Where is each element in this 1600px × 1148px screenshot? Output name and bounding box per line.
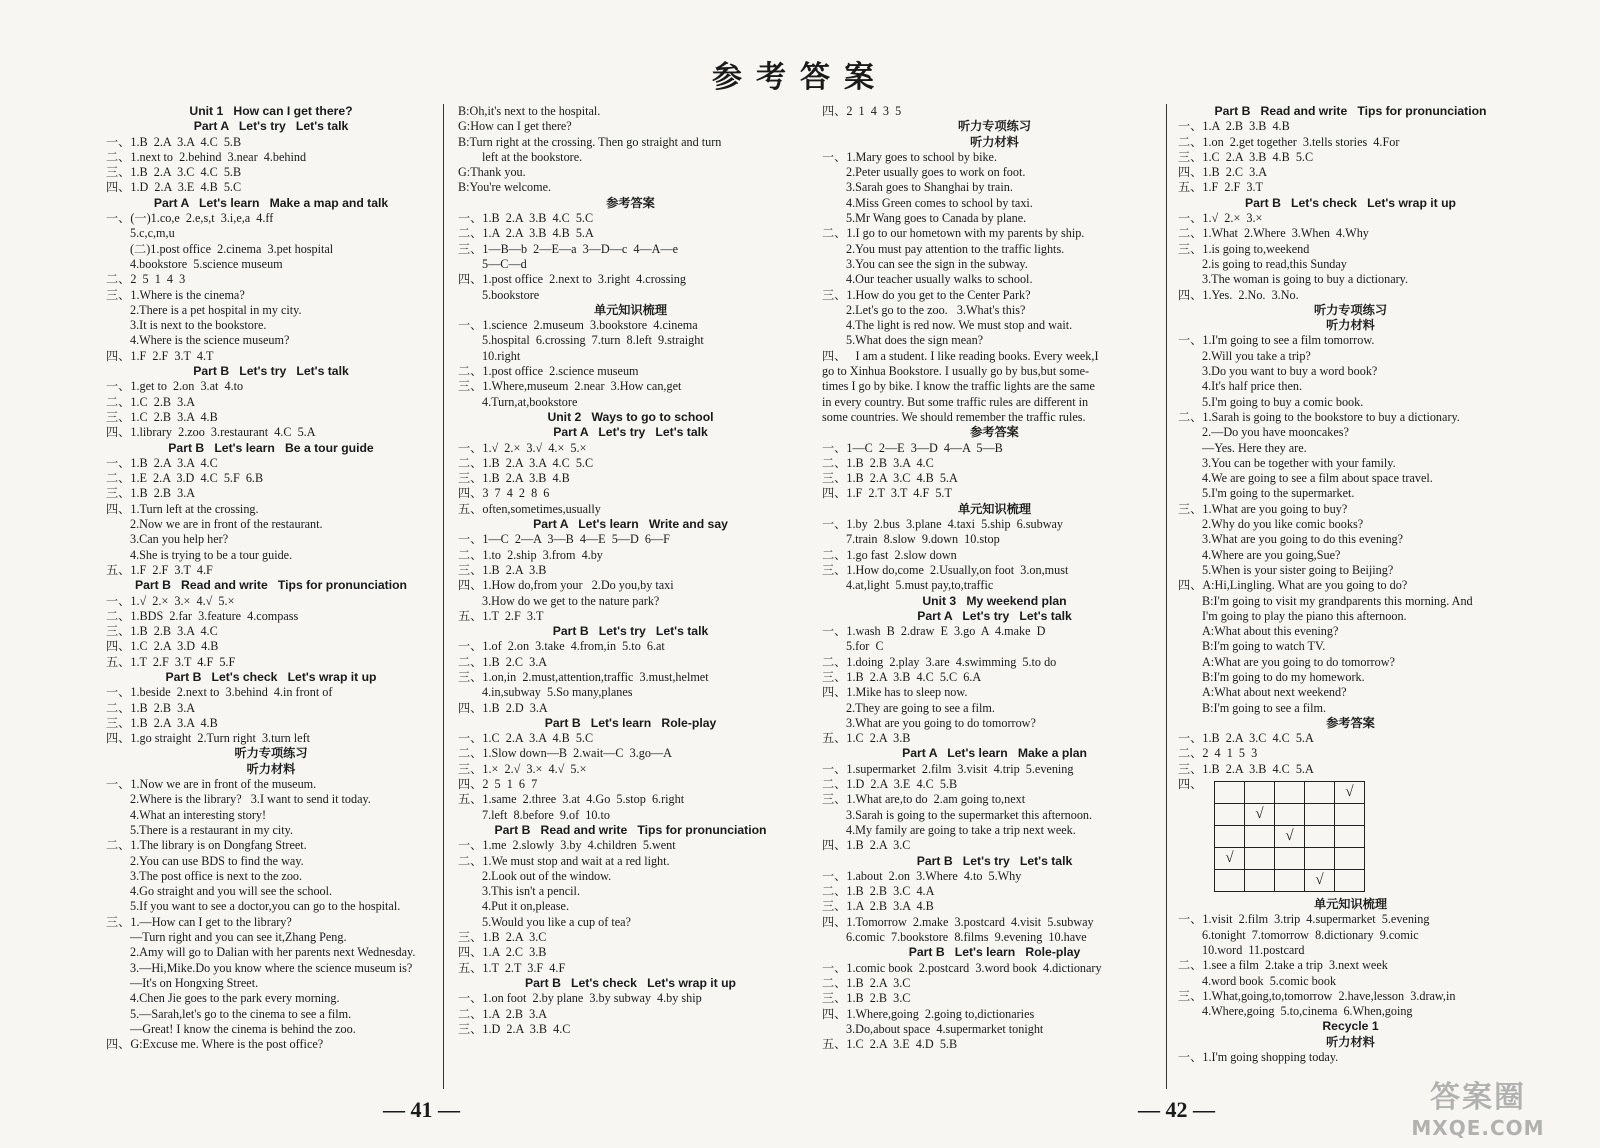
answer-line: 三、1.Where is the cinema?	[106, 287, 245, 302]
answer-line: 4.It's half price then.	[1202, 379, 1302, 394]
answer-line: 一、1.√ 2.× 3.√ 4.× 5.×	[458, 440, 587, 455]
check-grid	[1214, 781, 1365, 892]
section-heading: 听力专项练习	[1313, 302, 1388, 317]
section-heading: Part B Let's learn Role-play	[544, 715, 717, 730]
answer-line: 一、1.B 2.A 3.B 4.C 5.C	[458, 211, 594, 226]
section-heading: 参考答案	[606, 195, 655, 210]
answer-line: 三、1.B 2.B 3.A 4.C	[106, 624, 218, 639]
answer-line: G:How can I get there?	[458, 119, 572, 134]
answer-column-3	[822, 104, 1167, 1092]
answer-line: 一、1.of 2.on 3.take 4.from,in 5.to 6.at	[458, 639, 665, 654]
answer-line: 三、1.C 2.B 3.A 4.B	[106, 409, 218, 424]
answer-line: 2.You can use BDS to find the way.	[130, 853, 304, 868]
answer-line: 四、A:Hi,Lingling. What are you going to do?	[1178, 578, 1408, 593]
answer-line: 5.Would you like a cup of tea?	[482, 914, 631, 929]
answer-line: 5.c,c,m,u	[130, 226, 175, 241]
answer-line: 4.Miss Green comes to school by taxi.	[846, 195, 1033, 210]
answer-line: 5.—Sarah,let's go to the cinema to see a film.	[130, 1006, 352, 1021]
grid-cell	[1335, 826, 1365, 848]
answer-line: 2.Now we are in front of the restaurant.	[130, 517, 323, 532]
answer-line: 二、1.BDS 2.far 3.feature 4.compass	[106, 608, 299, 623]
grid-cell: √	[1275, 826, 1305, 848]
answer-line: 四、1.B 2.C 3.A	[1178, 165, 1268, 180]
section-heading: Part A Let's learn Write and say	[533, 517, 728, 532]
grid-cell	[1215, 782, 1245, 804]
grid-cell	[1305, 848, 1335, 870]
answer-line: 三、1.B 2.A 3.C	[458, 930, 547, 945]
answer-line: 二、2 5 1 4 3	[106, 272, 186, 287]
answer-line: 一、1.√ 2.× 3.×	[1178, 211, 1263, 226]
grid-cell	[1275, 870, 1305, 892]
answer-line: 一、1—C 2—E 3—D 4—A 5—B	[822, 440, 1003, 455]
section-heading: 听力材料	[1326, 318, 1375, 333]
answer-line: 三、1.B 2.A 3.B 4.C 5.C 6.A	[822, 669, 982, 684]
answer-line: 二、1.C 2.B 3.A	[106, 394, 196, 409]
answer-line: times I go by bike. I know the traffic lights are the same	[822, 379, 1095, 394]
answer-line: 2.Where is the library? 3.I want to send it today.	[130, 792, 371, 807]
answer-line: 2.You must pay attention to the traffic lights.	[846, 241, 1065, 256]
grid-cell	[1305, 782, 1335, 804]
answer-line: 四、1.go straight 2.Turn right 3.turn left	[106, 731, 311, 746]
grid-cell	[1335, 848, 1365, 870]
answer-line: 3.What are you going to do tomorrow?	[846, 715, 1036, 730]
answer-line: 3.What are you going to do this evening?	[1202, 532, 1404, 547]
answer-line: 2.Why do you like comic books?	[1202, 517, 1364, 532]
answer-line: 3.This isn't a pencil.	[482, 884, 580, 899]
answer-line: 四、1.B 2.D 3.A	[458, 700, 548, 715]
answer-line: 三、1.B 2.A 3.B 4.B	[458, 471, 570, 486]
section-heading: Part B Read and write Tips for pronunciation	[494, 822, 767, 837]
answer-line: 3.—Hi,Mike.Do you know where the science museum is?	[130, 960, 413, 975]
answer-line: 一、1.B 2.A 3.A 4.C	[106, 455, 218, 470]
answer-line: 2.Look out of the window.	[482, 868, 612, 883]
answer-line: 4.Put it on,please.	[482, 899, 569, 914]
section-heading: 听力专项练习	[234, 746, 308, 761]
answer-line: 4.Where,going 5.to,cinema 6.When,going	[1202, 1004, 1413, 1019]
answer-line: 二、1.B 2.A 3.A 4.C 5.C	[458, 455, 594, 470]
answer-line: 三、1.How do,come 2.Usually,on foot 3.on,must	[822, 562, 1069, 577]
answer-line: 一、1.I'm going shopping today.	[1178, 1050, 1339, 1065]
answer-line: 五、1.T 2.T 3.F 4.F	[458, 960, 566, 975]
section-heading: Part A Let's try Let's talk	[193, 119, 349, 134]
answer-line: 四、G:Excuse me. Where is the post office?	[106, 1037, 324, 1052]
watermark-cn: 答案圈	[1430, 1080, 1526, 1115]
answer-line: 一、1.A 2.B 3.B 4.B	[1178, 119, 1290, 134]
grid-cell	[1245, 848, 1275, 870]
section-heading: 听力专项练习	[957, 119, 1032, 134]
answer-line: 二、1.Slow down—B 2.wait—C 3.go—A	[458, 746, 672, 761]
answer-line: 三、1.What are you going to buy?	[1178, 501, 1348, 516]
answer-line: 五、1.F 2.F 3.T	[1178, 180, 1263, 195]
answer-line: 5.When is your sister going to Beijing?	[1202, 562, 1394, 577]
answer-line: 三、1—B—b 2—E—a 3—D—c 4—A—e	[458, 241, 679, 256]
answer-line: 3.The woman is going to buy a dictionary.	[1202, 272, 1409, 287]
answer-line: —Yes. Here they are.	[1202, 440, 1307, 455]
grid-cell	[1275, 782, 1305, 804]
answer-line: 三、1.B 2.B 3.C	[822, 991, 911, 1006]
section-heading: Part B Read and write Tips for pronunciation	[135, 578, 407, 593]
answer-line: 四、1.A 2.C 3.B	[458, 945, 547, 960]
answer-line: 二、1.doing 2.play 3.are 4.swimming 5.to do	[822, 654, 1057, 669]
answer-line: 二、1.post office 2.science museum	[458, 364, 639, 379]
answer-line: 四、1.B 2.A 3.C	[822, 838, 911, 853]
answer-line: 二、1.A 2.B 3.A	[458, 1006, 548, 1021]
answer-line: 四、1.F 2.F 3.T 4.T	[106, 348, 214, 363]
grid-cell: √	[1215, 848, 1245, 870]
answer-line: 6.comic 7.bookstore 8.films 9.evening 10.have	[846, 930, 1087, 945]
answer-column-1	[106, 104, 436, 1092]
answer-line: 4.word book 5.comic book	[1202, 973, 1337, 988]
answer-line: 4.Go straight and you will see the school.	[130, 884, 333, 899]
answer-line: 5.What does the sign mean?	[846, 333, 984, 348]
answer-line: 一、1.by 2.bus 3.plane 4.taxi 5.ship 6.subway	[822, 517, 1064, 532]
answer-line: 一、1.Now we are in front of the museum.	[106, 777, 317, 792]
answer-line: 四、1.Mike has to sleep now.	[822, 685, 968, 700]
answer-line: 三、1.B 2.A 3.C 4.B 5.A	[822, 471, 958, 486]
section-heading: Part B Let's try Let's talk	[552, 624, 709, 639]
answer-line: 四、1.Turn left at the crossing.	[106, 501, 259, 516]
answer-line: 三、1.How do you get to the Center Park?	[822, 287, 1031, 302]
answer-line: 二、1.B 2.B 3.A 4.C	[822, 455, 934, 470]
section-heading: Part B Let's learn Be a tour guide	[168, 440, 374, 455]
answer-line: 4.Turn,at,bookstore	[482, 394, 578, 409]
section-heading: Part A Let's try Let's talk	[553, 425, 708, 440]
section-heading: 参考答案	[1326, 715, 1375, 730]
answer-line: 3.Can you help her?	[130, 532, 229, 547]
answer-line: 二、1.B 2.B 3.A	[106, 700, 196, 715]
answer-line: 10.word 11.postcard	[1202, 942, 1305, 957]
answer-line: 2.Peter usually goes to work on foot.	[846, 165, 1026, 180]
answer-line: 3.Do you want to buy a word book?	[1202, 364, 1378, 379]
answer-line: 五、1.same 2.three 3.at 4.Go 5.stop 6.right	[458, 792, 685, 807]
section-heading: Unit 3 My weekend plan	[922, 593, 1067, 608]
answer-line: 三、1.on,in 2.must,attention,traffic 3.must,helmet	[458, 669, 709, 684]
grid-cell: √	[1305, 870, 1335, 892]
answer-line: 二、1.We must stop and wait at a red light.	[458, 853, 670, 868]
answer-line: —Great! I know the cinema is behind the zoo.	[130, 1021, 356, 1036]
answer-line: 三、1.B 2.B 3.A	[106, 486, 196, 501]
answer-line: 一、1.comic book 2.postcard 3.word book 4.dictionary	[822, 960, 1102, 975]
answer-line: 3.Sarah goes to Shanghai by train.	[846, 180, 1013, 195]
answer-line: 三、1.B 2.A 3.B	[458, 562, 547, 577]
answer-line: 三、1.What are,to do 2.am going to,next	[822, 792, 1026, 807]
answer-line: 二、1.A 2.A 3.B 4.B 5.A	[458, 226, 594, 241]
answer-line: A:What about this evening?	[1202, 624, 1339, 639]
answer-line: 2.Let's go to the zoo. 3.What's this?	[846, 302, 1026, 317]
grid-cell	[1245, 870, 1275, 892]
answer-line: 4.Chen Jie goes to the park every morning.	[130, 991, 340, 1006]
answer-line: 4.Where are you going,Sue?	[1202, 547, 1341, 562]
answer-line: 二、1.Sarah is going to the bookstore to buy a dictionary.	[1178, 409, 1460, 424]
watermark-en: MXQE.COM	[1411, 1116, 1545, 1140]
answer-line: 一、1.visit 2.film 3.trip 4.supermarket 5.evening	[1178, 912, 1430, 927]
column-divider	[443, 104, 444, 1089]
answer-line: 四、1.D 2.A 3.E 4.B 5.C	[106, 180, 242, 195]
answer-line: 4.My family are going to take a trip next week.	[846, 822, 1076, 837]
answer-line: 三、1.Where,museum 2.near 3.How can,get	[458, 379, 682, 394]
answer-line: 三、1.B 2.A 3.A 4.B	[106, 715, 218, 730]
answer-line: 一、1.wash B 2.draw E 3.go A 4.make D	[822, 624, 1046, 639]
grid-cell	[1275, 848, 1305, 870]
section-heading: 单元知识梳理	[1313, 897, 1388, 912]
answer-line: 3.It is next to the bookstore.	[130, 318, 267, 333]
answer-line: 4.What an interesting story!	[130, 807, 267, 822]
answer-line: 一、1.B 2.A 3.A 4.C 5.B	[106, 134, 242, 149]
answer-line: 4.at,light 5.must pay,to,traffic	[846, 578, 994, 593]
answer-line: 二、1.to 2.ship 3.from 4.by	[458, 547, 603, 562]
answer-line: 2.Will you take a trip?	[1202, 348, 1311, 363]
section-heading: 单元知识梳理	[593, 302, 668, 317]
answer-line: 一、1.science 2.museum 3.bookstore 4.cinema	[458, 318, 698, 333]
answer-line: 二、1.B 2.C 3.A	[458, 654, 548, 669]
answer-line: —It's on Hongxing Street.	[130, 975, 259, 990]
answer-line: 3.Sarah is going to the supermarket this afternoon.	[846, 807, 1093, 822]
answer-line: 一、1.on foot 2.by plane 3.by subway 4.by ship	[458, 991, 702, 1006]
answer-line: 四、1.Tomorrow 2.make 3.postcard 4.visit 5.subway	[822, 914, 1094, 929]
answer-line: 一、1.about 2.on 3.Where 4.to 5.Why	[822, 868, 1022, 883]
section-heading: Part B Let's check Let's wrap it up	[524, 975, 736, 990]
grid-cell	[1215, 870, 1245, 892]
grid-cell	[1335, 870, 1365, 892]
answer-line: 五、1.T 2.F 3.T	[458, 608, 544, 623]
answer-line: 2.Amy will go to Dalian with her parents next Wednesday.	[130, 945, 416, 960]
section-heading: Part B Let's learn Role-play	[908, 945, 1081, 960]
answer-line: 二、2 4 1 5 3	[1178, 746, 1258, 761]
answer-line: 二、1.on 2.get together 3.tells stories 4.For	[1178, 134, 1400, 149]
answer-line: 5.I'm going to the supermarket.	[1202, 486, 1355, 501]
answer-line: 四、1.post office 2.next to 3.right 4.crossing	[458, 272, 686, 287]
section-heading: Unit 2 Ways to go to school	[547, 409, 714, 424]
answer-line: 4.in,subway 5.So many,planes	[482, 685, 633, 700]
answer-line: I'm going to play the piano this afternoon.	[1202, 608, 1407, 623]
answer-line: 四、2 1 4 3 5	[822, 104, 902, 118]
column-divider	[1166, 104, 1167, 1089]
answer-line: 3.The post office is next to the zoo.	[130, 868, 303, 883]
answer-line: 7.train 8.slow 9.down 10.stop	[846, 532, 1000, 547]
answer-line: 5.If you want to see a doctor,you can go to the hospital.	[130, 899, 401, 914]
answer-line: 6.tonight 7.tomorrow 8.dictionary 9.comic	[1202, 927, 1419, 942]
section-heading: Part B Let's check Let's wrap it up	[1244, 195, 1456, 210]
answer-line: 5.for C	[846, 639, 884, 654]
answer-line: 3.You can see the sign in the subway.	[846, 256, 1028, 271]
page-title: 参考答案	[712, 60, 888, 95]
page-number-right: — 42 —	[1138, 1097, 1215, 1122]
answer-line: 4.We are going to see a film about space travel.	[1202, 471, 1433, 486]
answer-line: 三、1.C 2.A 3.B 4.B 5.C	[1178, 149, 1314, 164]
answer-line: 5—C—d	[482, 256, 527, 271]
answer-line: 一、1.B 2.A 3.C 4.C 5.A	[1178, 731, 1314, 746]
answer-line: 4.The light is red now. We must stop and wait.	[846, 318, 1073, 333]
answer-line: B:I'm going to watch TV.	[1202, 639, 1326, 654]
answer-line: 一、1.I'm going to see a film tomorrow.	[1178, 333, 1375, 348]
grid-cell	[1215, 826, 1245, 848]
answer-line: (二)1.post office 2.cinema 3.pet hospital	[130, 241, 334, 256]
answer-line: 一、1—C 2—A 3—B 4—E 5—D 6—F	[458, 532, 670, 547]
answer-line: 四、1.How do,from your 2.Do you,by taxi	[458, 578, 674, 593]
answer-line: 一、1.Mary goes to school by bike.	[822, 149, 998, 164]
grid-cell	[1305, 804, 1335, 826]
answer-line: some countries. We should remember the traffic rules.	[822, 409, 1086, 424]
answer-line: B:Oh,it's next to the hospital.	[458, 104, 601, 118]
answer-line: 一、1.√ 2.× 3.× 4.√ 5.×	[106, 593, 235, 608]
answer-line: 二、1.B 2.B 3.C 4.A	[822, 884, 935, 899]
grid-cell	[1245, 826, 1275, 848]
answer-line: 2.They are going to see a film.	[846, 700, 995, 715]
answer-line: 一、1.supermarket 2.film 3.visit 4.trip 5.evening	[822, 761, 1074, 776]
section-heading: 听力材料	[246, 761, 296, 776]
answer-line: 三、1.D 2.A 3.B 4.C	[458, 1021, 571, 1036]
answer-line: 五、1.T 2.F 3.T 4.F 5.F	[106, 654, 236, 669]
answer-line: 2.There is a pet hospital in my city.	[130, 302, 302, 317]
answer-line: 三、1.B 2.A 3.C 4.C 5.B	[106, 165, 242, 180]
section-heading: Part A Let's learn Make a plan	[902, 746, 1087, 761]
answer-line: 5.bookstore	[482, 287, 540, 302]
answer-line: 四、3 7 4 2 8 6	[458, 486, 550, 501]
answer-line: B:I'm going to visit my grandparents this morning. And	[1202, 593, 1473, 608]
grid-cell: √	[1245, 804, 1275, 826]
answer-line: 二、1.go fast 2.slow down	[822, 547, 957, 562]
section-heading: Part A Let's learn Make a map and talk	[153, 195, 389, 210]
answer-line: 三、1.What,going,to,tomorrow 2.have,lesson 3.draw,in	[1178, 988, 1456, 1003]
answer-line: B:I'm going to see a film.	[1202, 700, 1327, 715]
grid-cell	[1335, 804, 1365, 826]
answer-line: 3.You can be together with your family.	[1202, 455, 1396, 470]
answer-line: 四、2 5 1 6 7	[458, 777, 538, 792]
answer-line: 四、1.Where,going 2.going to,dictionaries	[822, 1006, 1035, 1021]
answer-line: 二、1.What 2.Where 3.When 4.Why	[1178, 226, 1369, 241]
answer-line: 3.Do,about space 4.supermarket tonight	[846, 1021, 1044, 1036]
grid-cell	[1305, 826, 1335, 848]
answer-line: 2.is going to read,this Sunday	[1202, 256, 1347, 271]
grid-cell	[1245, 782, 1275, 804]
page-number-left: — 41 —	[383, 1097, 460, 1122]
answer-line: 4.bookstore 5.science museum	[130, 256, 283, 271]
answer-line: 五、1.C 2.A 3.E 4.D 5.B	[822, 1037, 958, 1052]
answer-line: 二、1.E 2.A 3.D 4.C 5.F 6.B	[106, 471, 264, 486]
answer-line: B:I'm going to do my homework.	[1202, 669, 1365, 684]
section-heading: 参考答案	[970, 425, 1019, 440]
answer-line: 二、1.B 2.A 3.C	[822, 975, 911, 990]
answer-line: 一、1.beside 2.next to 3.behind 4.in front of	[106, 685, 333, 700]
answer-line: 4.She is trying to be a tour guide.	[130, 547, 293, 562]
answer-line: 二、1.The library is on Dongfang Street.	[106, 838, 307, 853]
answer-line: go to Xinhua Bookstore. I usually go by bus,but some-	[822, 364, 1090, 379]
answer-line: 5.I'm going to buy a comic book.	[1202, 394, 1364, 409]
section-heading: Part B Let's try Let's talk	[193, 364, 349, 379]
watermark-logo	[1378, 1072, 1578, 1142]
section-heading: 单元知识梳理	[957, 501, 1032, 516]
grid-cell	[1275, 804, 1305, 826]
answer-line: 二、1.see a film 2.take a trip 3.next week	[1178, 958, 1388, 973]
answer-line: 二、1.I go to our hometown with my parents by ship.	[822, 226, 1085, 241]
answer-line: 四、1.library 2.zoo 3.restaurant 4.C 5.A	[106, 425, 316, 440]
answer-line: in every country. But some traffic rules are different in	[822, 394, 1089, 409]
answer-column-4	[1178, 104, 1523, 1092]
answer-line: 五、1.C 2.A 3.B	[822, 731, 911, 746]
answer-line: 4.Our teacher usually walks to school.	[846, 272, 1033, 287]
answer-line: 2.—Do you have mooncakes?	[1202, 425, 1349, 440]
answer-line: 一、(一)1.co,e 2.e,s,t 3.i,e,a 4.ff	[106, 211, 274, 226]
answer-line: 5.There is a restaurant in my city.	[130, 822, 294, 837]
answer-line: 一、1.C 2.A 3.A 4.B 5.C	[458, 731, 594, 746]
section-heading: Unit 1 How can I get there?	[189, 104, 353, 118]
answer-line: 四、1.C 2.A 3.D 4.B	[106, 639, 219, 654]
answer-line: 5.hospital 6.crossing 7.turn 8.left 9.straight	[482, 333, 704, 348]
answer-line: G:Thank you.	[458, 165, 526, 180]
answer-line: 四、	[1178, 777, 1203, 792]
grid-cell: √	[1335, 782, 1365, 804]
answer-line: 一、1.me 2.slowly 3.by 4.children 5.went	[458, 838, 676, 853]
answer-column-2	[458, 104, 803, 1092]
answer-line: 三、1.is going to,weekend	[1178, 241, 1310, 256]
answer-line: 10.right	[482, 348, 521, 363]
answer-line: A:What about next weekend?	[1202, 685, 1347, 700]
answer-line: 二、1.D 2.A 3.E 4.C 5.B	[822, 777, 958, 792]
answer-line: A:What are you going to do tomorrow?	[1202, 654, 1395, 669]
answer-line: B:Turn right at the crossing. Then go straight and turn	[458, 134, 722, 149]
answer-line: 一、1.get to 2.on 3.at 4.to	[106, 379, 244, 394]
answer-line: 二、1.next to 2.behind 3.near 4.behind	[106, 149, 307, 164]
answer-line: 5.Mr Wang goes to Canada by plane.	[846, 211, 1027, 226]
section-heading: Part B Let's try Let's talk	[916, 853, 1073, 868]
answer-line: B:You're welcome.	[458, 180, 552, 195]
answer-line: 3.How do we get to the nature park?	[482, 593, 660, 608]
answer-line: 三、1.—How can I get to the library?	[106, 914, 292, 929]
answer-line: 三、1.× 2.√ 3.× 4.√ 5.×	[458, 761, 587, 776]
answer-line: 四、1.Yes. 2.No. 3.No.	[1178, 287, 1299, 302]
answer-line: 4.Where is the science museum?	[130, 333, 290, 348]
answer-line: 7.left 8.before 9.of 10.to	[482, 807, 610, 822]
answer-line: 五、1.F 2.F 3.T 4.F	[106, 562, 213, 577]
section-heading: 听力材料	[970, 134, 1019, 149]
answer-line: 三、1.A 2.B 3.A 4.B	[822, 899, 934, 914]
section-heading: Part B Let's check Let's wrap it up	[165, 669, 377, 684]
grid-cell	[1215, 804, 1245, 826]
section-heading: Recycle 1	[1322, 1019, 1379, 1034]
answer-line: left at the bookstore.	[482, 149, 583, 164]
section-heading: Part B Read and write Tips for pronunciation	[1214, 104, 1487, 118]
section-heading: 听力材料	[1326, 1034, 1375, 1049]
answer-line: —Turn right and you can see it,Zhang Peng.	[130, 930, 347, 945]
answer-line: 三、1.B 2.A 3.B 4.C 5.A	[1178, 761, 1314, 776]
answer-line: 五、often,sometimes,usually	[458, 501, 601, 516]
check-grid-block	[1178, 777, 1523, 897]
section-heading: Part A Let's try Let's talk	[917, 608, 1072, 623]
answer-line: 四、1.F 2.T 3.T 4.F 5.T	[822, 486, 952, 501]
answer-line: 四、 I am a student. I like reading books. Every week,I	[822, 348, 1099, 363]
